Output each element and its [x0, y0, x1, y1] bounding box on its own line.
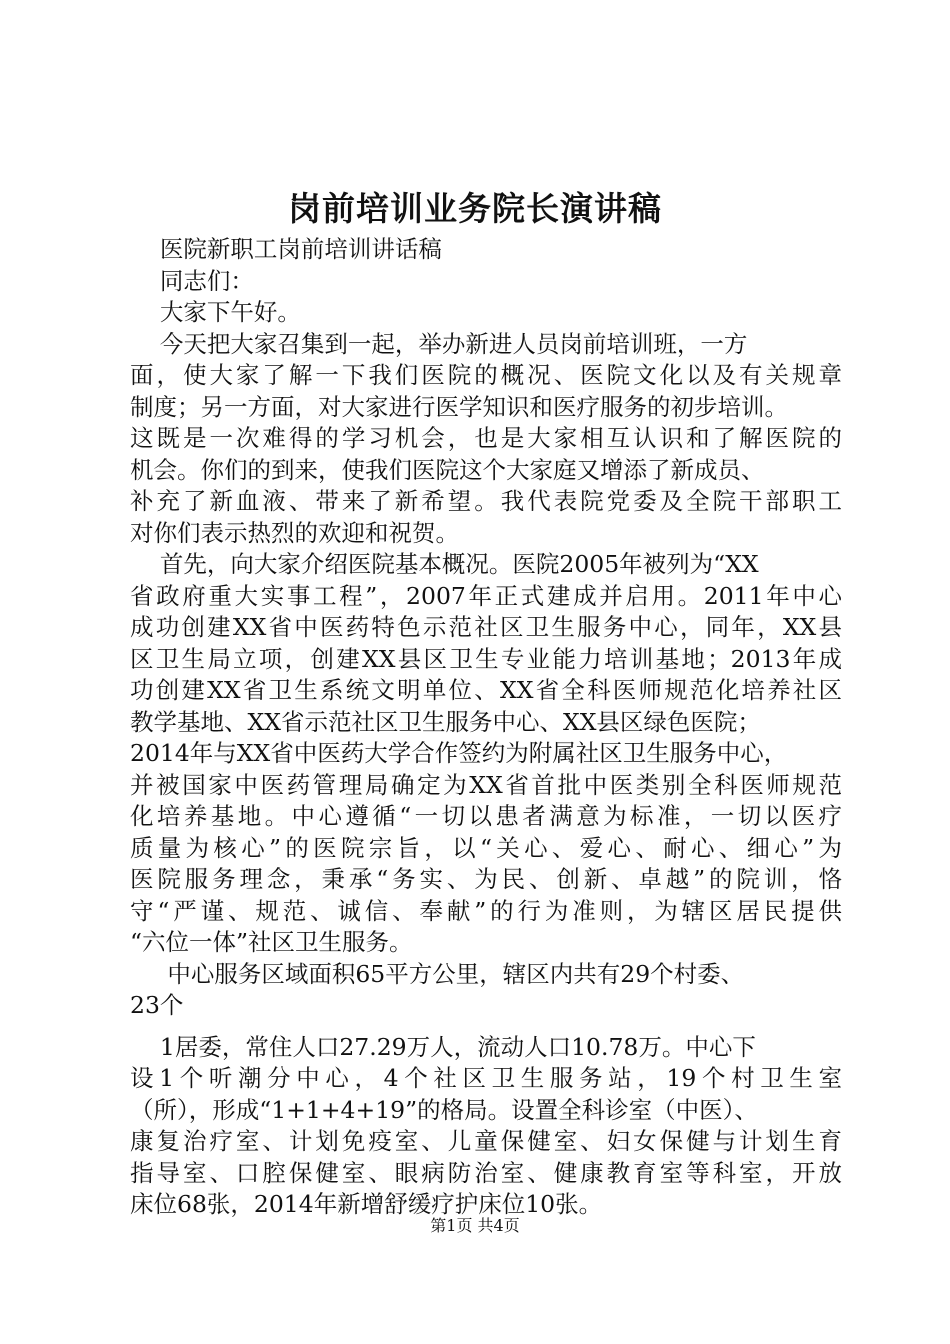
- text-line: 区卫生局立项，创建XX县区卫生专业能力培训基地；2013年成: [130, 644, 842, 673]
- paragraph-gap: [130, 1022, 842, 1032]
- text-line: 2014年与XX省中医药大学合作签约为附属社区卫生服务中心，: [130, 739, 788, 767]
- text-line: （所），形成“1+1+4+19”的格局。设置全科诊室（中医）、: [130, 1095, 758, 1124]
- text-line: 机会。你们的到来，使我们医院这个大家庭又增添了新成员、: [130, 455, 765, 484]
- text-line: 化培养基地。中心遵循“一切以患者满意为标准，一切以医疗: [130, 802, 842, 830]
- text-line: 并被国家中医药管理局确定为XX省首批中医类别全科医师规范: [130, 770, 842, 799]
- text-line: 床位68张，2014年新增舒缓疗护床位10张。: [130, 1190, 603, 1218]
- text-line: 首先，向大家介绍医院基本概况。医院2005年被列为“XX: [130, 550, 759, 578]
- text-line: 这既是一次难得的学习机会，也是大家相互认识和了解医院的: [130, 424, 842, 452]
- text-line: 康复治疗室、计划免疫室、儿童保健室、妇女保健与计划生育: [130, 1127, 842, 1155]
- text-line: 中心服务区域面积65平方公里，辖区内共有29个村委、: [130, 959, 745, 988]
- text-line: 制度；另一方面，对大家进行医学知识和医疗服务的初步培训。: [130, 392, 788, 421]
- text-line: 守“严谨、规范、诚信、奉献”的行为准则，为辖区居民提供: [130, 896, 842, 925]
- document-body: [130, 234, 842, 1221]
- text-line: 补充了新血液、带来了新希望。我代表院党委及全院干部职工: [130, 487, 842, 515]
- text-line: 指导室、口腔保健室、眼病防治室、健康教育室等科室，开放: [130, 1158, 842, 1187]
- text-line: 医院服务理念，秉承“务实、为民、创新、卓越”的院训，恪: [130, 865, 842, 893]
- text-line: 面，使大家了解一下我们医院的概况、医院文化以及有关规章: [130, 361, 842, 389]
- text-line: 成功创建XX省中医药特色示范社区卫生服务中心，同年，XX县: [130, 613, 842, 641]
- text-line: “六位一体”社区卫生服务。: [130, 928, 413, 956]
- text-line: 23个: [130, 991, 184, 1019]
- text-line: 省政府重大实事工程”，2007年正式建成并启用。2011年中心: [130, 581, 842, 610]
- document-title: 岗前培训业务院长演讲稿: [288, 189, 662, 228]
- text-line: 今天把大家召集到一起，举办新进人员岗前培训班，一方: [130, 329, 748, 358]
- text-line: 同志们：: [130, 266, 254, 295]
- page-number-footer: 第1页 共4页: [430, 1216, 520, 1235]
- text-line: 对你们表示热烈的欢迎和祝贺。: [130, 518, 459, 547]
- text-line: 教学基地、XX省示范社区卫生服务中心、XX县区绿色医院；: [130, 707, 761, 736]
- text-line: 大家下午好。: [130, 298, 301, 326]
- text-line: 医院新职工岗前培训讲话稿: [130, 235, 442, 263]
- text-line: 功创建XX省卫生系统文明单位、XX省全科医师规范化培养社区: [130, 676, 842, 704]
- text-line: 1居委，常住人口27.29万人，流动人口10.78万。中心下: [130, 1032, 756, 1061]
- text-line: 质量为核心”的医院宗旨，以“关心、爱心、耐心、细心”为: [130, 833, 842, 862]
- text-line: 设1个听潮分中心，4个社区卫生服务站，19个村卫生室: [130, 1064, 842, 1092]
